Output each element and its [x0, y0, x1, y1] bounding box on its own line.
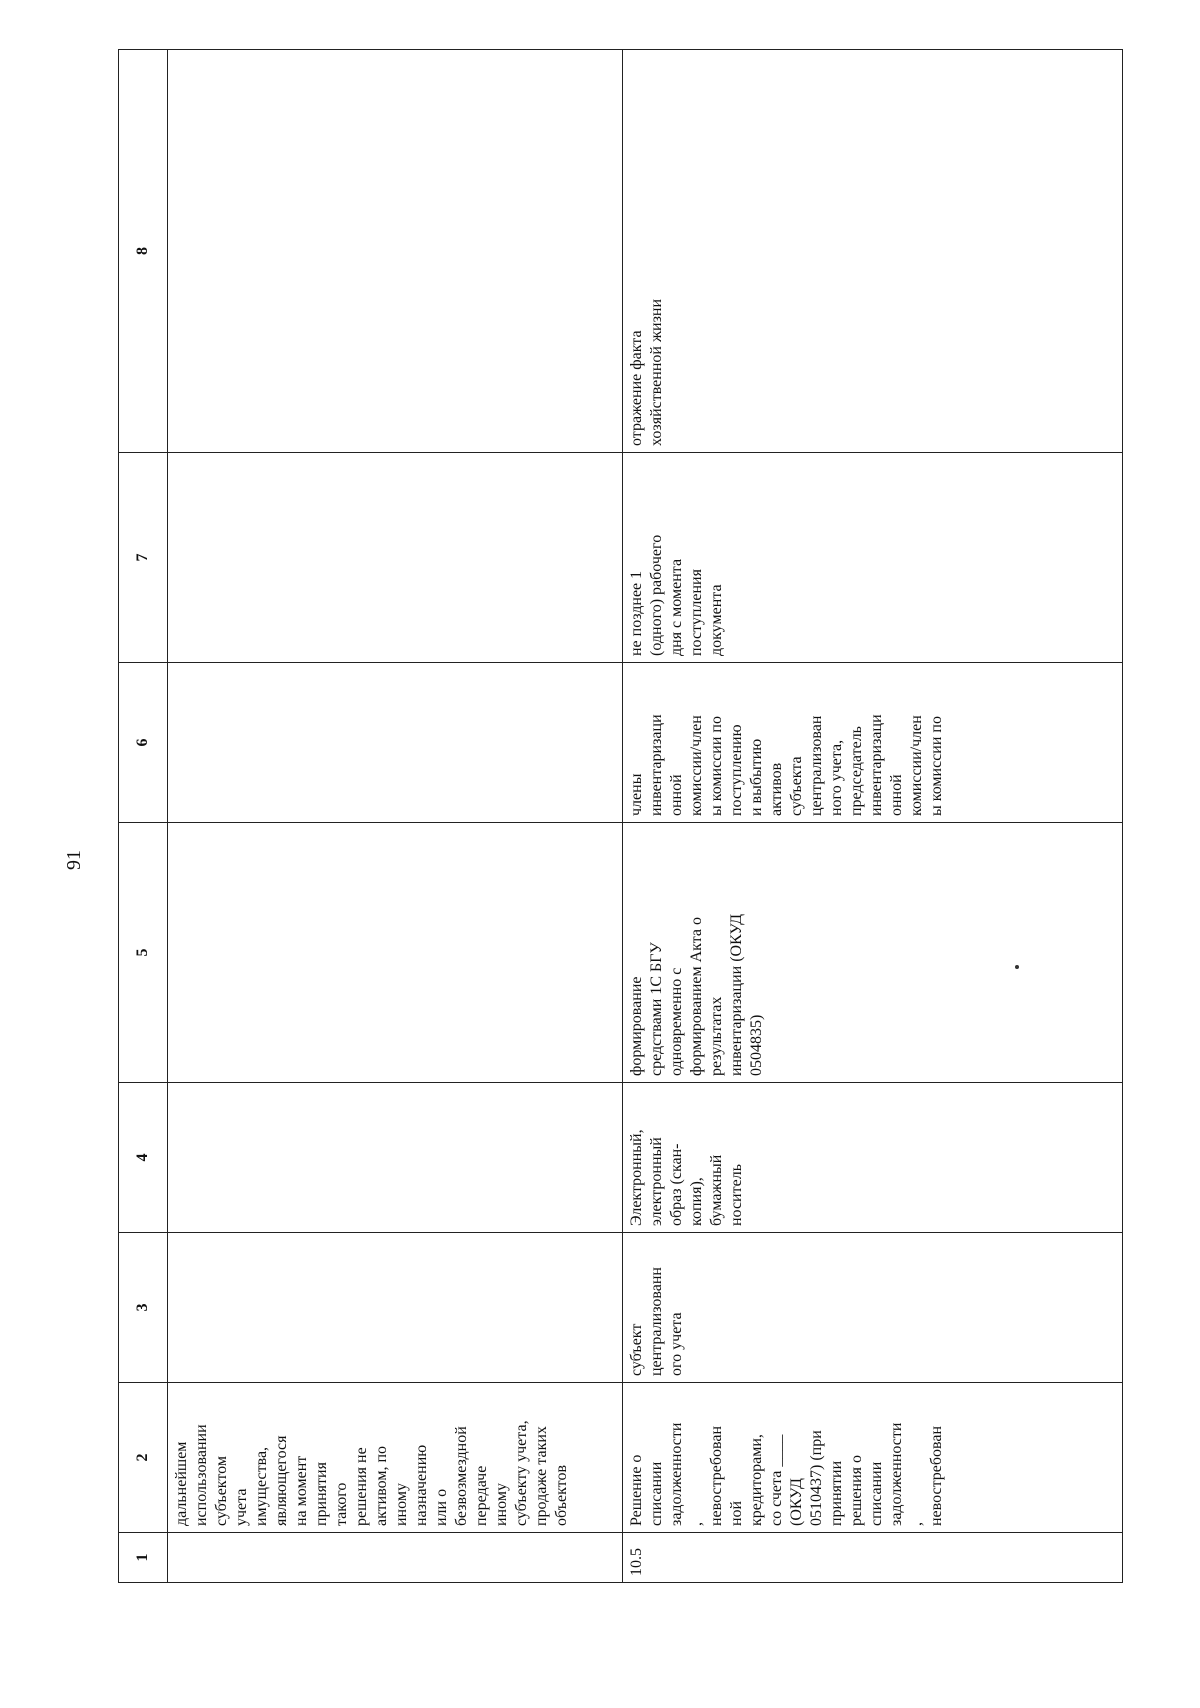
cell-method: [168, 823, 623, 1083]
cell-method: формирование средствами 1С БГУ одновременно с формированием Акта о результатах инвентаризации (ОКУД 0504835): [623, 823, 1123, 1083]
cell-responsible: субъект централизованн ого учета: [623, 1233, 1123, 1383]
col-header-7: 7: [119, 453, 168, 663]
col-header-1: 1: [119, 1533, 168, 1583]
cell-format: [168, 1083, 623, 1233]
col-header-8: 8: [119, 50, 168, 453]
col-header-3: 3: [119, 1233, 168, 1383]
cell-purpose: [168, 50, 623, 453]
cell-signers: члены инвентаризаци онной комиссии/член ы комиссии по поступлению и выбытию активов субъекта централизован ного учета, председатель инвентаризаци онной комиссии/член ы комиссии по: [623, 663, 1123, 823]
document-table: [118, 49, 1123, 1583]
col-header-2: 2: [119, 1383, 168, 1533]
cell-deadline: не позднее 1 (одного) рабочего дня с момента поступления документа: [623, 453, 1123, 663]
cell-format: Электронный, электронный образ (скан- копия), бумажный носитель: [623, 1083, 1123, 1233]
rotated-table-container: [118, 50, 1123, 1583]
col-header-4: 4: [119, 1083, 168, 1233]
col-header-6: 6: [119, 663, 168, 823]
cell-document-name: дальнейшем использовании субъектом учета имущества, являющегося на момент принятия такого решения не активом, по иному назначению или о безвозмездной передаче иному субъекту учета, продаже таких объектов: [168, 1383, 623, 1533]
page-number: 91: [63, 850, 85, 870]
cell-responsible: [168, 1233, 623, 1383]
cell-signers: [168, 663, 623, 823]
cell-purpose: отражение факта хозяйственной жизни: [623, 50, 1123, 453]
cell-number: 10.5: [623, 1533, 1123, 1583]
cell-number: [168, 1533, 623, 1583]
header-row: [119, 50, 168, 1583]
col-header-5: 5: [119, 823, 168, 1083]
cell-document-name: Решение о списании задолженности , невостребован ной кредиторами, со счета ____ (ОКУД 0510437) (при принятии решения о списании задолженности , невостребован: [623, 1383, 1123, 1533]
table-row: [168, 50, 623, 1583]
scan-speck: [1015, 965, 1019, 969]
table-row: [623, 50, 1123, 1583]
cell-deadline: [168, 453, 623, 663]
